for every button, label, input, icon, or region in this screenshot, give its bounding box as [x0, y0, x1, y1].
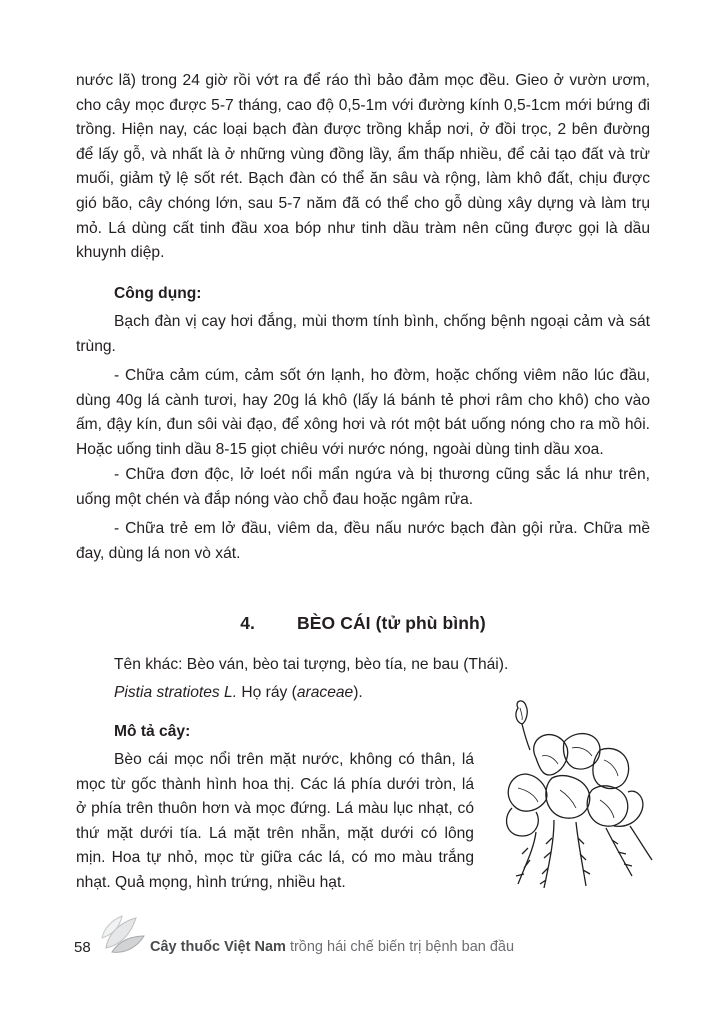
uses-intro-paragraph: Bạch đàn vị cay hơi đắng, mùi thơm tính bình, chống bệnh ngoại cảm và sát trùng. — [76, 313, 650, 355]
intro-paragraph: nước lã) trong 24 giờ rồi vớt ra để ráo thì bảo đảm mọc đều. Gieo ở vườn ươm, cho cây mọc được 5-7 tháng, cao độ 0,5-1m với đường kính 0,5-1cm mới bứng đi trồng. Hiện nay, các loại bạch đàn được trồng khắp nơi, ở đồi trọc, 2 bên đường để lấy gỗ, và nhất là ở những vùng đồng lầy, ẩm thấp nhiều, để cải tạo đất và trừ muối, giảm tỷ lệ sốt rét. Bạch đàn có thể ăn sâu và rộng, làm khô đất, chịu được gió bão, cây chóng lớn, sau 5-7 năm đã có thể cho gỗ dùng xây dựng và làm trụ mỏ. Lá dùng cất tinh đầu xoa bóp như tinh dầu tràm nên cũng được gọi là dầu khuynh diệp. — [76, 72, 650, 262]
description-heading: Mô tả cây: — [114, 723, 191, 740]
family-prefix: Họ ráy ( — [237, 684, 297, 701]
description-paragraph: Bèo cái mọc nổi trên mặt nước, không có thân, lá mọc từ gốc thành hình hoa thị. Các lá phía dưới tròn, lá ở phía trên thuôn hơn và mọc đứng. Lá màu lục nhạt, có thứ mặt dưới tía. Lá mặt trên nhẵn, mặt dưới có lông mịn. Hoa tự nhỏ, mọc từ giữa các lá, có mo màu trắng nhạt. Quả mọng, hình trứng, nhiều hạt. — [76, 751, 474, 891]
other-names: Tên khác: Bèo ván, bèo tai tượng, bèo tía, ne bau (Thái). — [114, 656, 509, 673]
page-number: 58 — [74, 939, 91, 956]
scientific-name-line — [114, 684, 363, 702]
latin-name: Pistia stratiotes L. — [114, 684, 238, 701]
family-suffix: ). — [353, 684, 363, 701]
footer-book-title — [150, 939, 514, 955]
uses-item-1: - Chữa cảm cúm, cảm sốt ớn lạnh, ho đờm, hoặc chống viêm não lúc đầu, dùng 40g lá cành tươi, hay 20g lá khô (lấy lá bánh tẻ phơi râm cho khô) cho vào ấm, đậy kín, đun sôi vài đạo, để xông hơi và rót một bát uống nóng cho ra mồ hôi. Hoặc uống tinh dầu 8-15 giọt chiêu với nước nóng, ngoài dùng tinh dầu xoa. — [76, 367, 650, 458]
book-title-bold: Cây thuốc Việt Nam — [150, 939, 286, 955]
uses-item-3: - Chữa trẻ em lở đầu, viêm da, đều nấu nước bạch đàn gội rửa. Chữa mề đay, dùng lá non vò xát. — [76, 520, 650, 562]
leaf-logo-icon — [98, 908, 150, 960]
water-lettuce-illustration-icon — [496, 698, 656, 892]
section-number: 4. — [240, 613, 256, 633]
uses-heading: Công dụng: — [114, 285, 202, 302]
family-latin: araceae — [296, 684, 354, 701]
section-heading: BÈO CÁI (tử phù bình) — [297, 613, 486, 633]
section-title — [0, 613, 726, 634]
book-title-rest: trồng hái chế biến trị bệnh ban đầu — [285, 939, 515, 955]
uses-item-2: - Chữa đơn độc, lở loét nổi mẩn ngứa và bị thương cũng sắc lá như trên, uống một chén và đắp nóng vào chỗ đau hoặc ngâm rửa. — [76, 466, 650, 508]
